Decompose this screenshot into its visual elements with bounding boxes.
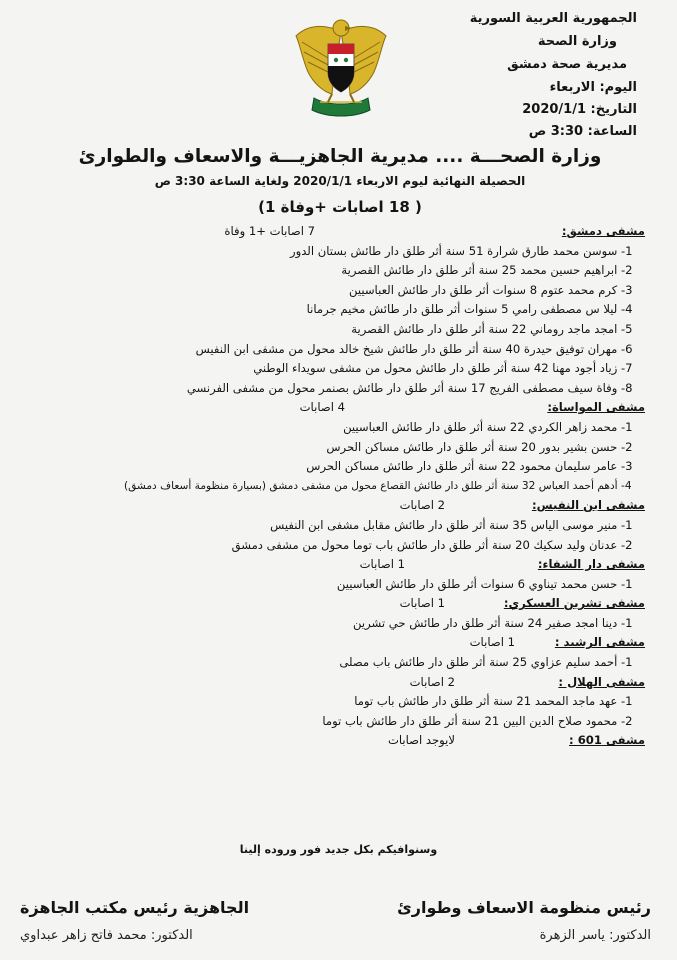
section-name: مشفى المواساة: [547, 400, 645, 415]
section-header [14, 731, 645, 751]
section-count: 7 اصابات +1 وفاة [224, 224, 315, 238]
list-item: -5 امجد ماجد روماني 22 سنة أثر طلق دار طائش القصرية [351, 321, 633, 336]
list-item: -2 عدنان وليد سكيك 20 سنة أثر طلق دار طائش باب توما محول من مشفى دمشق [231, 537, 633, 552]
document-subtitle: الحصيلة النهائية ليوم الاربعاء 2020/1/1 ولغاية الساعة 3:30 ص [154, 174, 526, 188]
list-item: -3 عامر سليمان محمود 22 سنة أثر طلق دار طائش مساكن الحرس [306, 459, 633, 474]
header-date: التاريخ: 2020/1/1 [522, 102, 637, 117]
section-name: مشفى ابن النفيس: [531, 498, 645, 513]
list-item: -7 زياد أجود مهنا 42 سنة أثر طلق دار طائش محول من مشفى سويداء الوطني [253, 361, 633, 376]
section-name: مشفى الهلال : [558, 674, 645, 689]
section-count: 2 اصابات [399, 498, 445, 513]
signature-left-title: الجاهزية رئيس مكتب الجاهزة [20, 898, 250, 917]
section-name: مشفى 601 : [569, 733, 645, 748]
signature-right-name: الدكتور: ياسر الزهرة [539, 928, 651, 943]
signature-right-title: رئيس منظومة الاسعاف وطوارئ [397, 898, 651, 917]
casualty-list [14, 222, 645, 751]
header-ministry: وزارة الصحة [537, 34, 617, 49]
section-header [14, 222, 645, 242]
list-item: -1 منير موسى الياس 35 سنة أثر طلق دار طائش مقابل مشفى ابن النفيس [270, 517, 633, 532]
list-item: -6 مهران توفيق حيدرة 40 سنة أثر طلق دار طائش شيخ خالد محول من مشفى ابن النفيس [195, 341, 633, 356]
list-item: -1 أحمد سليم عزاوي 25 سنة أثر طلق دار طائش باب مصلى [339, 655, 633, 670]
section-count: 1 اصابات [399, 596, 445, 611]
list-item: -8 وفاة سيف مصطفى الفريج 17 سنة أثر طلق دار طائش بصنمر محول من مشفى الفرنسي [186, 380, 633, 395]
list-item: -3 كرم محمد عتوم 8 سنوات أثر طلق دار طائش العباسيين [349, 282, 633, 297]
totals-summary: ( 18 اصابات +وفاة 1) [258, 198, 422, 216]
list-item: -2 حسن بشير بدور 20 سنة أثر طلق دار طائش مساكن الحرس [326, 439, 633, 454]
section-count: لايوجد اصابات [387, 733, 455, 748]
section-name: مشفى دار الشفاء: [537, 557, 645, 572]
list-item: -1 حسن محمد تيناوي 6 سنوات أثر طلق دار طائش العباسيين [336, 576, 633, 591]
section-name: مشفى تشرين العسكري: [503, 596, 645, 611]
section-name: مشفى دمشق: [561, 224, 645, 238]
header-day: اليوم: الاربعاء [549, 80, 637, 95]
section-count: 1 اصابات [469, 635, 515, 650]
list-item: -2 محمود صلاح الدين البين 21 سنة أثر طلق دار طائش باب توما [322, 713, 633, 728]
list-item: -1 سوسن محمد طارق شرارة 51 سنة أثر طلق دار طائش بستان الدور [290, 243, 633, 258]
section-header [14, 633, 645, 653]
list-item: -1 عهد ماجد المحمد 21 سنة أثر طلق دار طائش باب توما [354, 694, 633, 709]
eagle-emblem-icon [288, 14, 394, 126]
closing-note: وسنوافيكم بكل جديد فور وروده إلينا [239, 843, 438, 856]
section-header [14, 496, 645, 516]
list-item: -4 أدهم أحمد العباس 32 سنة أثر طلق دار طائش القصاع محول من مشفى دمشق (بسيارة منظومة أسعاف دمشق) [123, 479, 632, 492]
section-header [14, 594, 645, 614]
header-time: الساعة: 3:30 ص [528, 124, 637, 139]
list-item: -2 ابراهيم حسين محمد 25 سنة أثر طلق دار طائش القصرية [341, 263, 633, 278]
section-header [14, 398, 645, 418]
header-republic: الجمهورية العربية السورية [469, 11, 637, 26]
list-item: -4 ليلا س مصطفى رامي 5 سنوات أثر طلق دار طائش مخيم جرمانا [306, 302, 633, 317]
section-header [14, 555, 645, 575]
section-count: 2 اصابات [409, 674, 455, 689]
list-item: -1 محمد زاهر الكردي 22 سنة أثر طلق دار طائش العباسيين [343, 419, 633, 434]
section-header [14, 673, 645, 693]
signature-left-name: الدكتور: محمد فاتح زاهر عبداوي [20, 928, 193, 943]
section-count: 4 اصابات [299, 400, 345, 415]
header-directorate: مديرية صحة دمشق [507, 57, 627, 72]
section-count: 1 اصابات [359, 557, 405, 572]
document-title: وزارة الصحـــة .... مديرية الجاهزيـــة والاسعاف والطوارئ [78, 146, 602, 167]
section-name: مشفى الرشيد : [554, 635, 645, 650]
list-item: -1 دينا امجد صفير 24 سنة أثر طلق دار طائش حي تشرين [353, 615, 633, 630]
